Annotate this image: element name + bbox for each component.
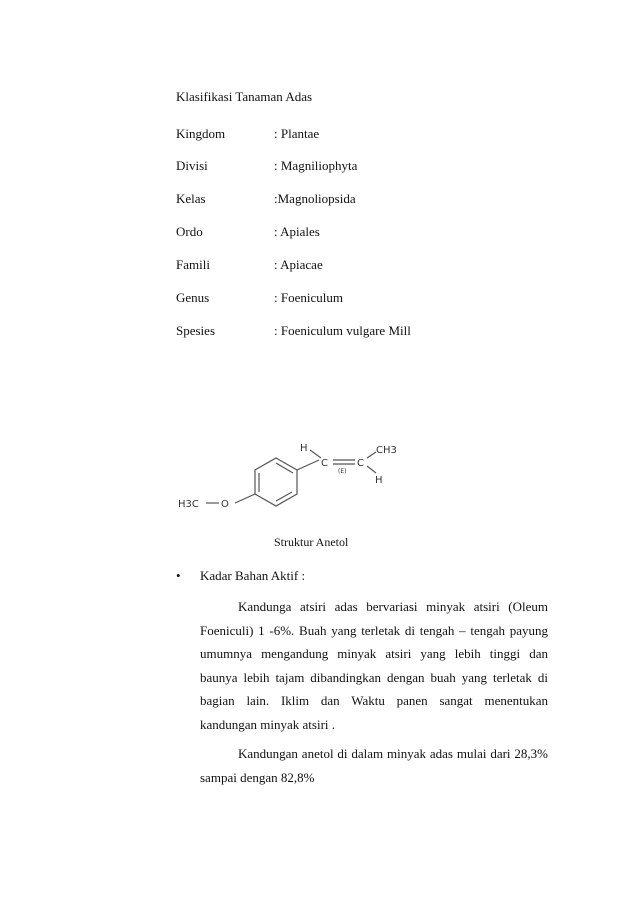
- anethole-structure-diagram: [176, 436, 416, 516]
- row-key: Ordo: [176, 224, 203, 239]
- atom-h-top: H: [300, 443, 308, 454]
- structure-caption: Struktur Anetol: [274, 535, 349, 549]
- paragraph-essential-oil: Kandunga atsiri adas bervariasi minyak atsiri (Oleum Foeniculi) 1 -6%. Buah yang terletak di tengah – tengah payung umumnya mengandung minyak atsiri yang lebih tinggi dan baunya lebih tajam dibandingkan dengan buah yang terletak di bagian lain. Iklim dan Waktu panen sangat menentukan kandungan minyak atsiri .: [200, 599, 548, 732]
- row-key: Spesies: [176, 323, 215, 338]
- atom-h3c: H3C: [178, 499, 199, 510]
- atom-c-right: C: [357, 458, 364, 469]
- classification-heading: Klasifikasi Tanaman Adas: [176, 89, 313, 104]
- atom-o: O: [221, 499, 229, 510]
- row-key: Genus: [176, 290, 210, 305]
- row-value: :Magnoliopsida: [274, 191, 356, 206]
- benzene-ring: [255, 458, 297, 506]
- classification-row-spesies: [176, 323, 476, 341]
- row-value: : Foeniculum vulgare Mill: [274, 323, 411, 338]
- classification-row-kingdom: [176, 126, 476, 144]
- classification-row-kelas: [176, 191, 476, 209]
- ring-inner-bond: [276, 492, 292, 501]
- classification-row-famili: [176, 257, 476, 275]
- classification-row-genus: [176, 290, 476, 308]
- row-value: : Apiacae: [274, 257, 323, 272]
- row-key: Kelas: [176, 191, 206, 206]
- classification-row-ordo: [176, 224, 476, 242]
- ring-inner-bond: [276, 463, 293, 473]
- paragraph-anethole-content: Kandungan anetol di dalam minyak adas mulai dari 28,3% sampai dengan 82,8%: [200, 746, 548, 785]
- atom-ch3-top: CH3: [376, 445, 397, 456]
- row-value: : Apiales: [274, 224, 320, 239]
- bond-ring-to-c: [297, 460, 319, 470]
- row-value: : Magniliophyta: [274, 158, 358, 173]
- stereo-label: (E): [338, 468, 347, 475]
- row-key: Kingdom: [176, 126, 226, 141]
- bond-c-to-ch3: [367, 452, 376, 458]
- row-value: : Plantae: [274, 126, 320, 141]
- bond-ring-to-o: [235, 494, 255, 503]
- classification-row-divisi: [176, 158, 476, 176]
- bullet-symbol: •: [176, 568, 181, 583]
- atom-c-left: C: [321, 458, 328, 469]
- row-key: Famili: [176, 257, 210, 272]
- bond-c-to-h: [367, 466, 376, 473]
- atom-h-bottom: H: [375, 475, 383, 486]
- row-value: : Foeniculum: [274, 290, 343, 305]
- bullet-label: Kadar Bahan Aktif :: [200, 568, 306, 583]
- bond-h-to-c: [310, 450, 321, 458]
- row-key: Divisi: [176, 158, 208, 173]
